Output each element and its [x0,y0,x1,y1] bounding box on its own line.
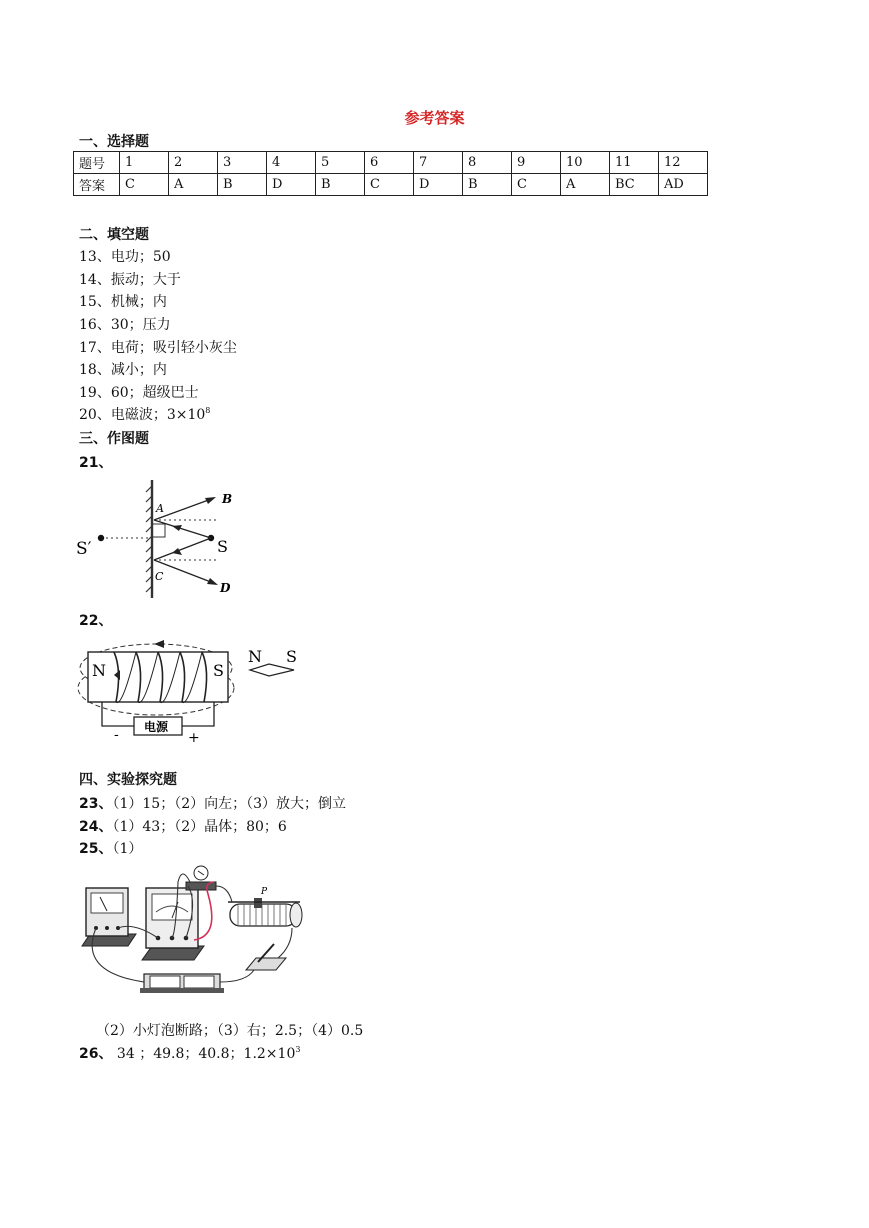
table-cell: 12 [659,152,708,174]
answer-text: 34 ；49.8；40.8；1.2×10 [112,1046,296,1062]
solenoid-figure [76,630,306,745]
answer-line: 16、30；压力 [79,317,171,333]
table-cell: B [316,174,365,196]
circuit-figure [78,862,308,1007]
table-cell: 6 [365,152,414,174]
answer-line [79,793,346,813]
answer-line: 18、减小；内 [79,362,167,378]
section-heading-experiment: 四、实验探究题 [79,772,177,788]
point-c-label: C [155,570,164,583]
field-arrow [154,640,164,648]
point-d-label: D [220,581,231,595]
answer-line: 13、电功；50 [79,249,171,265]
bulb [186,866,216,890]
answer-text: （1）15；（2）向左；（3）放大；倒立 [112,796,347,812]
table-cell: 1 [120,152,169,174]
table-cell: A [169,174,218,196]
table-header-cell: 答案 [74,174,120,196]
table-header-cell: 题号 [74,152,120,174]
table-row [74,174,708,196]
answer-line [79,838,142,858]
table-cell: C [120,174,169,196]
table-cell: 2 [169,152,218,174]
page-title: 参考答案 [404,109,465,127]
table-cell: 7 [414,152,463,174]
table-cell: 5 [316,152,365,174]
south-pole-label: S [213,661,224,680]
plus-label: + [188,730,200,745]
question-number: 23、 [79,796,113,812]
north-pole-label: N [92,661,106,680]
table-cell: AD [659,174,708,196]
image-label: S′ [76,539,92,559]
table-cell: B [463,174,512,196]
table-cell: B [218,174,267,196]
table-cell: D [414,174,463,196]
answer-line [79,816,287,836]
answer-text: 20、电磁波；3×10 [79,407,206,423]
answer-line: 19、60；超级巴士 [79,385,199,401]
needle-north-label: N [248,647,262,666]
mirror-reflection-figure [72,476,242,604]
answer-line [79,1043,300,1063]
rheostat [228,898,302,927]
table-cell: 4 [267,152,316,174]
question-label-22: 22、 [79,613,113,629]
answer-line: 14、振动；大于 [79,272,181,288]
mirror-hatching [146,480,152,598]
question-label-21: 21、 [79,455,113,471]
battery-box [140,974,224,993]
slider-label: P [261,887,268,897]
right-angle-mark [152,524,165,537]
table-cell: BC [610,174,659,196]
section-heading-drawing: 三、作图题 [79,431,149,447]
section-heading-choice: 一、选择题 [79,134,149,150]
meter-left [82,888,136,946]
answer-table [73,151,708,196]
exponent: 3 [295,1045,301,1054]
answer-text: （1）43；（2）晶体；80；6 [112,819,287,835]
switch [246,944,286,970]
point-b-label: B [222,492,233,506]
source-label: S [217,537,228,556]
answer-line: 15、机械；内 [79,294,167,310]
exponent: 8 [205,406,211,415]
table-cell: C [365,174,414,196]
table-row [74,152,708,174]
section-heading-fill: 二、填空题 [79,227,149,243]
answer-text: （1） [112,841,143,857]
answer-line [79,404,210,424]
table-cell: C [512,174,561,196]
image-point [98,535,104,541]
minus-label: - [114,727,119,743]
power-supply-label: 电源 [144,720,169,734]
question-number: 24、 [79,819,113,835]
table-cell: A [561,174,610,196]
question-number: 26、 [79,1046,113,1062]
answer-line: 17、电荷；吸引轻小灰尘 [79,340,237,356]
meter-center [142,888,204,960]
table-cell: D [267,174,316,196]
table-cell: 8 [463,152,512,174]
table-cell: 11 [610,152,659,174]
table-cell: 10 [561,152,610,174]
answer-line: （2）小灯泡断路；（3）右；2.5；（4）0.5 [96,1023,364,1039]
point-a-label: A [156,502,164,515]
table-cell: 3 [218,152,267,174]
needle-south-label: S [286,647,297,666]
table-cell: 9 [512,152,561,174]
question-number: 25、 [79,841,113,857]
